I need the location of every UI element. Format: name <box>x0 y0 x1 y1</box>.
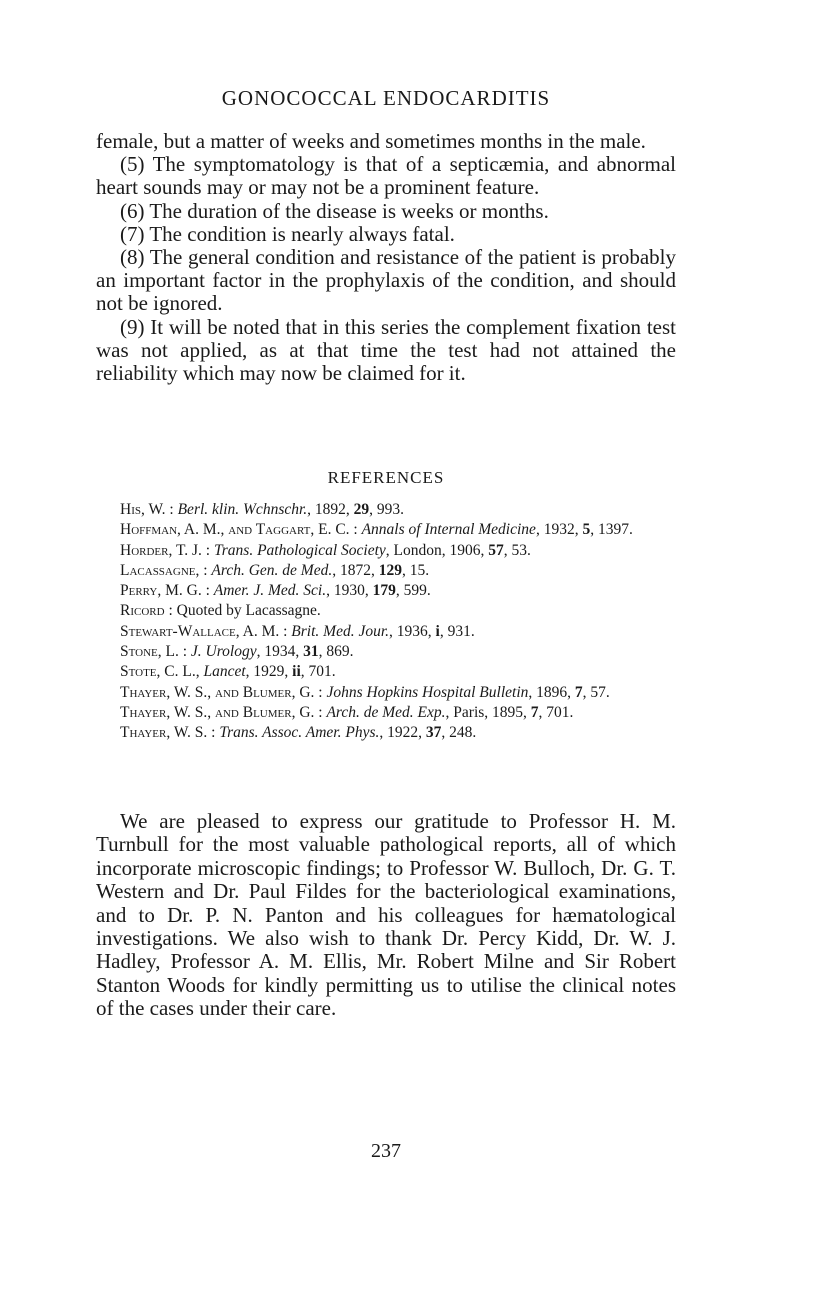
reference-volume: 31 <box>303 643 319 661</box>
continuation-paragraph: female, but a matter of weeks and sometimes months in the male. <box>96 129 646 153</box>
reference-volume: 5 <box>582 521 591 539</box>
reference-pages: , 599. <box>395 582 431 600</box>
reference-journal: Annals of Internal Medicine <box>361 521 536 539</box>
reference-author: Thayer, W. S., and Blumer, G. : <box>120 683 323 701</box>
reference-author: Ricord : <box>120 602 173 620</box>
reference-details: , 1929, <box>245 663 293 681</box>
reference-journal: Berl. klin. Wchnschr. <box>177 501 308 518</box>
point-5: (5) The symptomatology is that of a septicæmia, and abnormal heart sounds may or may not be a prominent feature. <box>96 152 676 200</box>
reference-pages: , 931. <box>439 622 475 640</box>
reference-author: Hoffman, A. M., and Taggart, E. C. : <box>120 521 358 539</box>
reference-volume: i <box>435 622 440 640</box>
reference-author: His, W. : <box>120 501 174 518</box>
reference-details: , 1892, <box>307 501 354 518</box>
reference-pages: , 993. <box>369 501 405 518</box>
reference-journal: Arch. de Med. Exp. <box>326 703 446 721</box>
reference-author: Thayer, W. S. : <box>120 724 216 742</box>
references-list <box>96 500 676 744</box>
reference-details: , Paris, 1895, <box>445 703 531 721</box>
reference-journal: Brit. Med. Jour. <box>291 622 390 640</box>
reference-journal: Lancet <box>203 663 246 681</box>
reference-pages: , 53. <box>503 541 531 559</box>
reference-details: , 1936, <box>389 622 436 640</box>
reference-volume: 37 <box>425 724 442 742</box>
reference-journal: J. Urology <box>190 643 257 661</box>
reference-pages: , 701. <box>300 663 336 681</box>
reference-item <box>96 601 676 621</box>
page-number: 237 <box>371 1140 401 1162</box>
reference-volume: 29 <box>353 501 370 518</box>
reference-details: , 1930, <box>326 582 373 600</box>
reference-details: Quoted by Lacassagne. <box>176 602 321 620</box>
reference-item <box>96 662 676 682</box>
reference-author: Lacassagne, : <box>120 561 208 579</box>
body-text <box>96 130 676 385</box>
reference-item <box>96 723 676 743</box>
reference-item <box>96 622 676 642</box>
reference-details: , London, 1906, <box>385 541 489 559</box>
reference-pages: , 1397. <box>590 521 633 539</box>
reference-pages: , 248. <box>441 724 477 742</box>
reference-journal: Johns Hopkins Hospital Bulletin <box>326 683 529 701</box>
reference-author: Stewart-Wallace, A. M. : <box>120 622 288 640</box>
reference-volume: 179 <box>372 582 396 600</box>
reference-journal: Arch. Gen. de Med. <box>211 561 333 579</box>
reference-item <box>96 561 676 581</box>
reference-item <box>96 541 676 561</box>
reference-author: Perry, M. G. : <box>120 582 210 600</box>
reference-item <box>96 500 676 520</box>
reference-author: Horder, T. J. : <box>120 541 211 559</box>
reference-journal: Amer. J. Med. Sci. <box>213 582 327 600</box>
reference-item <box>96 520 676 540</box>
reference-volume: ii <box>292 663 301 681</box>
reference-volume: 57 <box>488 541 504 559</box>
reference-details: , 1922, <box>379 724 426 742</box>
reference-pages: , 701. <box>538 703 574 721</box>
reference-details: , 1934, <box>256 643 304 661</box>
reference-details: , 1896, <box>528 683 575 701</box>
acknowledgement-paragraph: We are pleased to express our gratitude to Professor H. M. Turnbull for the most valuable pathological reports, all of which incorporate microscopic findings; to Professor W. Bulloch, Dr. G. T. Western and Dr. Paul Fildes for the bacteriological examinations, and to Dr. P. N. Panton and his colleagues for hæmatological investigations. We also wish to thank Dr. Percy Kidd, Dr. W. J. Hadley, Professor A. M. Ellis, Mr. Robert Milne and Sir Robert Stanton Woods for kindly permitting us to utilise the clinical notes of the cases under their care. <box>96 809 676 1021</box>
reference-author: Thayer, W. S., and Blumer, G. : <box>120 703 323 721</box>
reference-pages: , 57. <box>582 683 610 701</box>
reference-item <box>96 703 676 723</box>
reference-volume: 7 <box>530 703 539 721</box>
point-7: (7) The condition is nearly always fatal. <box>120 221 455 246</box>
point-9: (9) It will be noted that in this series the complement fixation test was not applied, as at that time the test had not attained the reliability which may now be claimed for it. <box>96 314 676 386</box>
reference-item <box>96 642 676 662</box>
point-6: (6) The duration of the disease is weeks or months. <box>120 198 549 223</box>
reference-details: , 1872, <box>332 561 379 579</box>
reference-journal: Trans. Assoc. Amer. Phys. <box>219 724 380 742</box>
point-8: (8) The general condition and resistance of the patient is probably an important factor in the prophylaxis of the condition, and should not be ignored. <box>96 245 676 316</box>
reference-journal: Trans. Pathological Society <box>213 541 386 559</box>
references-heading: REFERENCES <box>327 468 445 487</box>
reference-author: Stone, L. : <box>120 643 188 661</box>
reference-volume: 7 <box>574 683 583 701</box>
running-head: GONOCOCCAL ENDOCARDITIS <box>221 86 551 110</box>
reference-item <box>96 683 676 703</box>
reference-pages: , 15. <box>401 561 430 579</box>
reference-volume: 129 <box>378 561 402 579</box>
reference-details: , 1932, <box>535 521 583 539</box>
reference-item <box>96 581 676 601</box>
reference-pages: , 869. <box>318 643 354 661</box>
reference-author: Stote, C. L., <box>120 663 200 681</box>
